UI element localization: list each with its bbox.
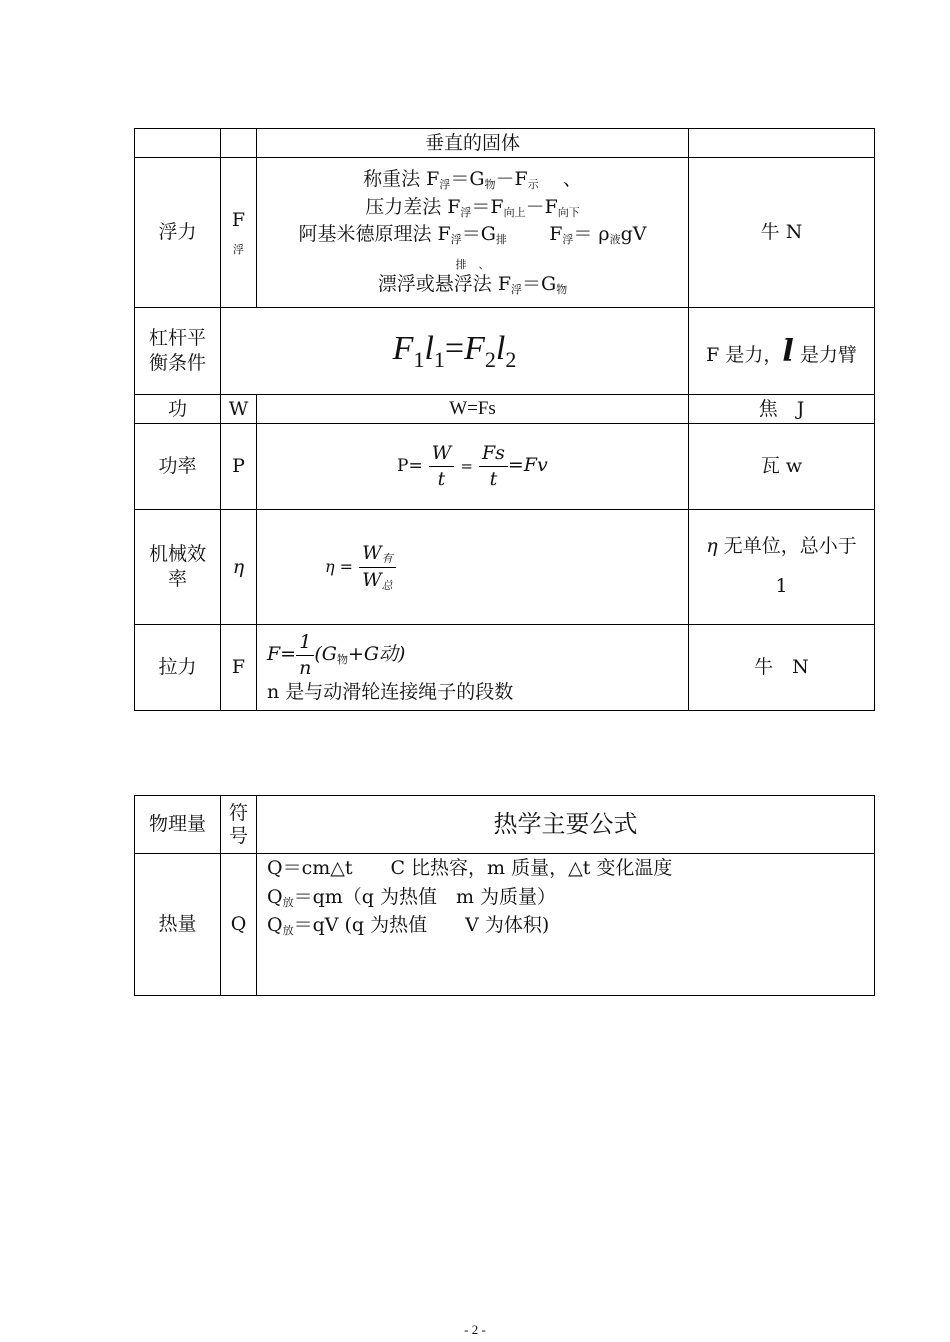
formula-cell: $F_1l_1=F_2l_2$	[221, 308, 689, 395]
table-row	[135, 510, 875, 625]
formula-cell: F= $\frac{1}{n}$ ($G_物+G$动) n 是与动滑轮连接绳子的段数	[257, 625, 689, 711]
unit-cell: F 是力，l 是力臂	[689, 308, 875, 395]
header-name: 物理量	[135, 796, 221, 854]
formula-cell: η = $\frac{W_有}{W_总}$	[257, 510, 689, 625]
table-row	[135, 395, 875, 424]
formula-table	[134, 128, 875, 711]
quantity-name: 杠杆平衡条件	[135, 308, 221, 395]
unit-cell: 焦 J	[689, 395, 875, 424]
symbol-cell: F	[221, 625, 257, 711]
cell-empty	[221, 129, 257, 158]
table-row	[135, 854, 875, 996]
symbol-cell: η	[221, 510, 257, 625]
header-symbol: 符号	[221, 796, 257, 854]
heat-formula-table	[134, 795, 875, 996]
formula-cell: 称重法 $F_浮=G_物-F_示$ 、 压力差法 $F_浮=F_{向上}-F_{向下}$ 阿基米德原理法 $F_浮=G_排$ $F_浮= \rho_液gV$ $_排$ $_、$ 漂浮或悬浮法 $F_浮=G_物$	[257, 158, 689, 308]
unit-cell: 牛 N	[689, 158, 875, 308]
quantity-name: 热量	[135, 854, 221, 996]
table-row	[135, 424, 875, 510]
symbol-cell: Q	[221, 854, 257, 996]
formula-cell: 垂直的固体	[257, 129, 689, 158]
quantity-name: 机械效率	[135, 510, 221, 625]
quantity-name: 功率	[135, 424, 221, 510]
unit-cell: 瓦 w	[689, 424, 875, 510]
table-row	[135, 625, 875, 711]
formula-cell: Q＝cm△t C 比热容，m 质量，△t 变化温度 $Q_放=qm(q$ 为热值 m 为质量） $Q_放=qV$ (q 为热值 V 为体积)	[257, 854, 875, 996]
formula-cell: W=Fs	[257, 395, 689, 424]
symbol-cell: W	[221, 395, 257, 424]
table-row	[135, 129, 875, 158]
formula-cell: P= $\frac{W}{t}$ = $\frac{Fs}{t}$ =Fv	[257, 424, 689, 510]
cell-empty	[689, 129, 875, 158]
table-row	[135, 158, 875, 308]
quantity-name: 浮力	[135, 158, 221, 308]
page-number: - 2 -	[464, 1322, 486, 1337]
symbol-cell: F $_浮$	[221, 158, 257, 308]
unit-cell: η 无单位，总小于 1	[689, 510, 875, 625]
quantity-name: 功	[135, 395, 221, 424]
unit-cell: 牛 N	[689, 625, 875, 711]
cell-empty	[135, 129, 221, 158]
symbol-cell: P	[221, 424, 257, 510]
table-row	[135, 308, 875, 395]
table-title: 热学主要公式	[257, 796, 875, 854]
quantity-name: 拉力	[135, 625, 221, 711]
table-header	[135, 796, 875, 854]
